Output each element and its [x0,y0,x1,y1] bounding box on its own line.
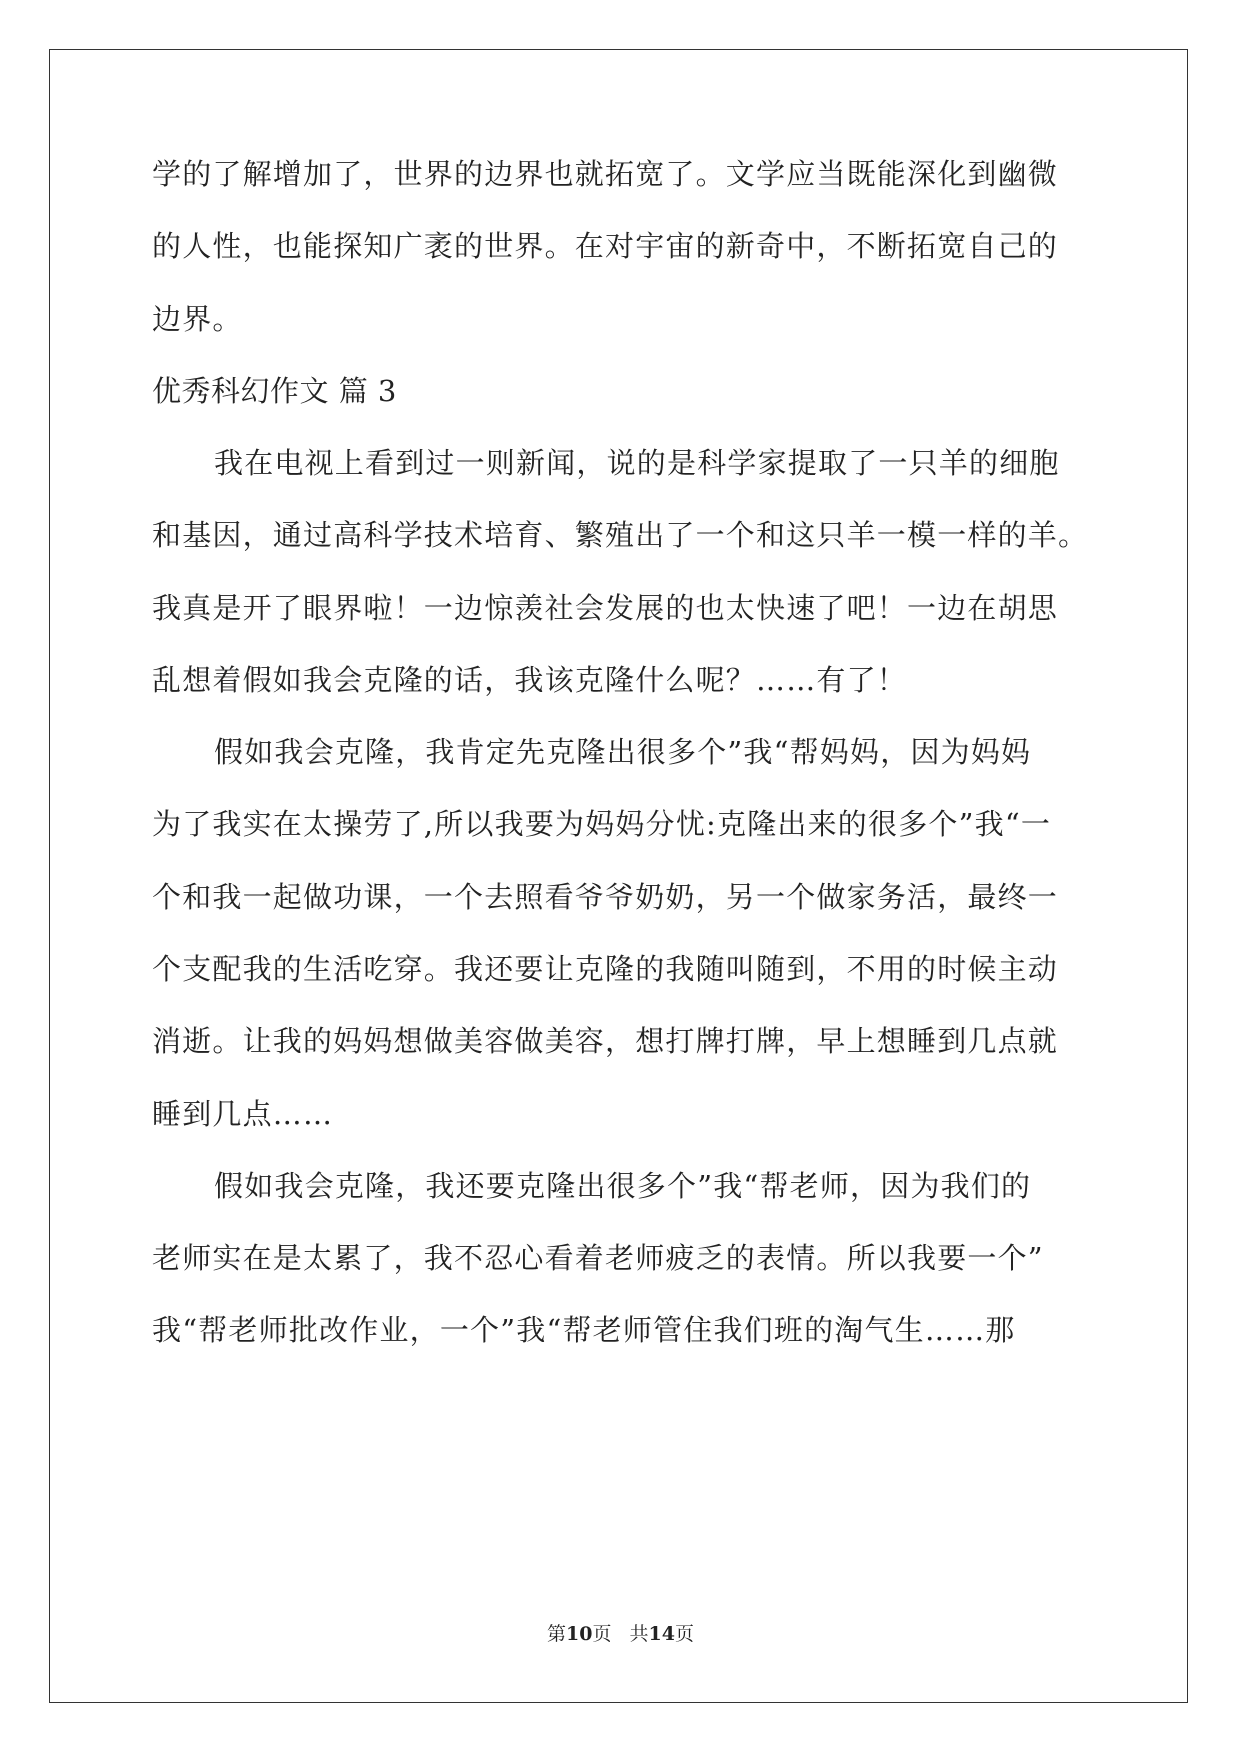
text-line: 睡到几点…… [152,1097,334,1131]
text-line: 老师实在是太累了，我不忍心看着老师疲乏的表情。所以我要一个” [152,1241,1044,1275]
text-line: 我真是开了眼界啦！一边惊羡社会发展的也太快速了吧！一边在胡思 [152,591,1059,625]
text-line: 乱想着假如我会克隆的话，我该克隆什么呢？……有了！ [152,663,908,697]
page-suffix: 页 [592,1623,612,1645]
text-line: 消逝。让我的妈妈想做美容做美容，想打牌打牌，早上想睡到几点就 [152,1024,1059,1058]
page-footer [0,1621,1241,1647]
text-line: 的人性，也能探知广袤的世界。在对宇宙的新奇中，不断拓宽自己的 [152,229,1059,263]
text-line: 个支配我的生活吃穿。我还要让克隆的我随叫随到，不用的时候主动 [152,952,1059,986]
page-number: 10 [566,1623,593,1645]
text-line: 学的了解增加了，世界的边界也就拓宽了。文学应当既能深化到幽微 [152,157,1059,191]
text-line: 个和我一起做功课，一个去照看爷爷奶奶，另一个做家务活，最终一 [152,880,1059,914]
total-pages: 14 [648,1623,675,1645]
text-line: 为了我实在太操劳了,所以我要为妈妈分忧:克隆出来的很多个”我“一 [152,807,1052,841]
text-line: 我在电视上看到过一则新闻，说的是科学家提取了一只羊的细胞 [214,446,1060,480]
text-line: 我“帮老师批改作业，一个”我“帮老师管住我们班的淘气生……那 [152,1313,1016,1347]
section-heading: 优秀科幻作文 篇 3 [152,374,397,408]
text-line: 和基因，通过高科学技术培育、繁殖出了一个和这只羊一模一样的羊。 [152,518,1089,552]
text-line: 边界。 [152,302,243,336]
total-prefix: 共 [629,1623,649,1645]
page-prefix: 第 [547,1623,567,1645]
page-border [49,49,1188,1703]
text-line: 假如我会克隆，我肯定先克隆出很多个”我“帮妈妈，因为妈妈 [214,735,1032,769]
text-line: 假如我会克隆，我还要克隆出很多个”我“帮老师，因为我们的 [214,1169,1032,1203]
total-suffix: 页 [674,1623,694,1645]
